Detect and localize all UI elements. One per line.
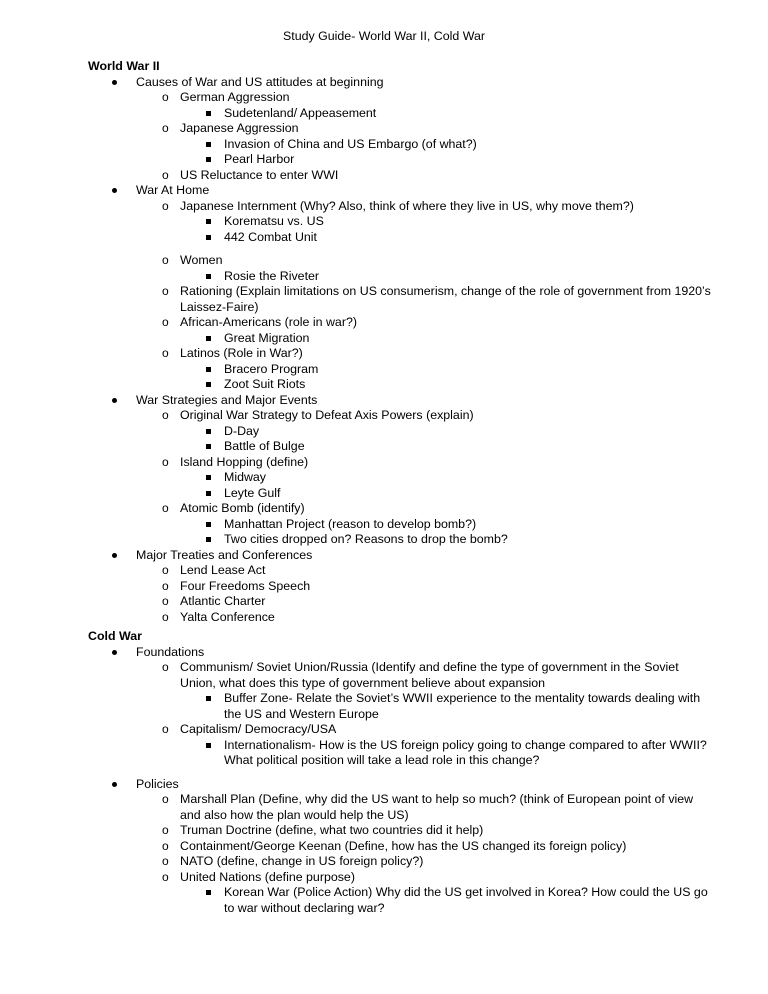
outline-item-level-3 — [88, 470, 728, 486]
bullet-circle-icon: o — [162, 167, 169, 182]
outline-item-text: Laissez-Faire) — [180, 299, 259, 314]
bullet-circle-icon: o — [162, 594, 169, 608]
outline-item-text: 442 Combat Unit — [224, 229, 317, 244]
outline-item-text: War Strategies and Major Events — [136, 392, 318, 407]
outline-item-text: Lend Lease Act — [180, 563, 266, 577]
outline-item-text: Marshall Plan (Define, why did the US want to help so much? (think of European point of view — [180, 792, 694, 806]
outline-item-text: Japanese Internment (Why? Also, think of where they live in US, why move them?) — [180, 198, 634, 213]
outline-item-level-3 — [88, 152, 728, 168]
bullet-dot-icon — [112, 393, 117, 408]
outline-item-level-1 — [88, 777, 728, 793]
bullet-circle-icon: o — [162, 792, 169, 806]
outline-item-text: to war without declaring war? — [224, 900, 385, 915]
outline-item-level-3 — [88, 106, 728, 122]
bullet-square-icon — [206, 214, 211, 229]
bullet-square-icon — [206, 106, 211, 121]
outline-item-level-2 — [88, 168, 728, 184]
bullet-square-icon — [206, 269, 211, 284]
outline-item-level-3 — [88, 517, 728, 533]
bullet-square-icon — [206, 439, 211, 454]
outline-item-level-2 — [88, 563, 728, 579]
outline-item-level-2 — [88, 854, 728, 870]
outline-item-text: Foundations — [136, 644, 205, 659]
outline-item-level-3 — [88, 269, 728, 285]
outline-item-level-2 — [88, 199, 728, 215]
bullet-square-icon — [206, 691, 211, 706]
outline-item-text: Atomic Bomb (identify) — [180, 501, 305, 515]
outline-item-level-1 — [88, 393, 728, 409]
outline-item-text: Invasion of China and US Embargo (of what?) — [224, 136, 477, 151]
outline-item-level-1 — [88, 183, 728, 199]
outline-item-level-3 — [88, 901, 728, 917]
outline-item-level-2 — [88, 408, 728, 424]
bullet-square-icon — [206, 885, 211, 900]
section-title-cold-war: Cold War — [88, 629, 142, 643]
bullet-circle-icon: o — [162, 838, 169, 853]
outline-item-level-3 — [88, 532, 728, 548]
outline-item-text: Sudetenland/ Appeasement — [224, 105, 377, 120]
outline-item-level-2 — [88, 870, 728, 886]
bullet-circle-icon: o — [162, 501, 169, 515]
bullet-circle-icon: o — [162, 198, 169, 213]
outline-item-text: Korematsu vs. US — [224, 214, 324, 228]
outline-item-level-2 — [88, 501, 728, 517]
outline-item-level-2 — [88, 839, 728, 855]
spacer — [88, 245, 728, 253]
outline-item-level-3 — [88, 331, 728, 347]
outline-item-level-3 — [88, 885, 728, 901]
outline-item-text: Containment/George Keenan (Define, how has the US changed its foreign policy) — [180, 838, 627, 853]
bullet-dot-icon — [112, 548, 117, 563]
bullet-square-icon — [206, 362, 211, 377]
outline-item-text: Manhattan Project (reason to develop bomb?) — [224, 516, 477, 531]
bullet-square-icon — [206, 331, 211, 346]
bullet-square-icon — [206, 738, 211, 753]
bullet-circle-icon: o — [162, 854, 169, 868]
outline-item-text: What political position will take a lead role in this change? — [224, 753, 540, 767]
outline-item-text: Causes of War and US attitudes at beginning — [136, 74, 384, 89]
bullet-square-icon — [206, 517, 211, 532]
section-cold-war — [88, 629, 728, 916]
outline-item-level-2 — [88, 676, 728, 692]
outline-item-level-3 — [88, 691, 728, 707]
bullet-circle-icon: o — [162, 578, 169, 593]
outline-item-level-2 — [88, 315, 728, 331]
outline-item-text: Union, what does this type of government believe about expansion — [180, 675, 546, 690]
outline-item-text: Leyte Gulf — [224, 485, 281, 500]
bullet-square-icon — [206, 424, 211, 439]
bullet-square-icon — [206, 486, 211, 501]
page-header: Study Guide- World War II, Cold War — [283, 29, 485, 43]
spacer — [88, 769, 728, 777]
outline-item-text: Communism/ Soviet Union/Russia (Identify and define the type of government in the Soviet — [180, 660, 679, 674]
section-world-war-ii — [88, 59, 728, 625]
outline-item-text: Bracero Program — [224, 361, 319, 376]
outline-item-level-3 — [88, 214, 728, 230]
bullet-circle-icon: o — [162, 284, 169, 298]
bullet-square-icon — [206, 532, 211, 547]
outline-item-text: Battle of Bulge — [224, 439, 305, 453]
outline-item-level-2 — [88, 792, 728, 808]
outline-item-text: and also how the plan would help the US) — [180, 807, 409, 822]
outline-item-level-3 — [88, 362, 728, 378]
bullet-circle-icon: o — [162, 346, 169, 360]
outline-item-level-3 — [88, 738, 728, 754]
outline-item-text: African-Americans (role in war?) — [180, 315, 357, 329]
bullet-dot-icon — [112, 777, 117, 792]
outline-item-text: Internationalism- How is the US foreign policy going to change compared to after WWII? — [224, 737, 707, 752]
outline-item-level-2 — [88, 808, 728, 824]
bullet-circle-icon: o — [162, 609, 169, 624]
outline-item-level-1 — [88, 645, 728, 661]
bullet-square-icon — [206, 470, 211, 485]
outline-item-text: NATO (define, change in US foreign policy?) — [180, 854, 424, 868]
outline-item-text: Yalta Conference — [180, 609, 275, 624]
bullet-circle-icon: o — [162, 563, 169, 577]
outline-item-text: Island Hopping (define) — [180, 454, 309, 469]
outline-item-text: the US and Western Europe — [224, 706, 379, 721]
outline-list-world-war-ii — [88, 75, 728, 626]
outline-item-text: Capitalism/ Democracy/USA — [180, 722, 337, 736]
outline-item-text: Original War Strategy to Defeat Axis Powers (explain) — [180, 408, 474, 422]
outline-item-level-1 — [88, 548, 728, 564]
bullet-square-icon — [206, 137, 211, 152]
outline-item-level-2 — [88, 823, 728, 839]
outline-item-text: Zoot Suit Riots — [224, 377, 306, 391]
outline-item-level-3 — [88, 439, 728, 455]
outline-item-text: Two cities dropped on? Reasons to drop the bomb? — [224, 532, 508, 546]
outline-item-text: Midway — [224, 470, 266, 484]
outline-item-text: US Reluctance to enter WWI — [180, 167, 339, 182]
outline-item-level-2 — [88, 579, 728, 595]
outline-item-text: Buffer Zone- Relate the Soviet’s WWII experience to the mentality towards dealing with — [224, 691, 701, 705]
outline-item-level-2 — [88, 660, 728, 676]
outline-item-text: Rosie the Riveter — [224, 268, 320, 283]
bullet-square-icon — [206, 377, 211, 392]
outline-item-text: Japanese Aggression — [180, 121, 299, 135]
outline-item-level-3 — [88, 137, 728, 153]
bullet-circle-icon: o — [162, 869, 169, 884]
outline-item-text: United Nations (define purpose) — [180, 869, 355, 884]
outline-item-level-3 — [88, 753, 728, 769]
outline-item-text: D-Day — [224, 423, 260, 438]
bullet-square-icon — [206, 152, 211, 167]
outline-item-text: Women — [180, 253, 223, 267]
outline-item-text: Truman Doctrine (define, what two countries did it help) — [180, 823, 484, 837]
bullet-circle-icon: o — [162, 454, 169, 469]
outline-item-text: Policies — [136, 776, 179, 791]
outline-item-level-2 — [88, 610, 728, 626]
outline-item-level-3 — [88, 377, 728, 393]
bullet-circle-icon: o — [162, 90, 169, 104]
outline-item-text: Rationing (Explain limitations on US consumerism, change of the role of government from 1920’s — [180, 284, 711, 298]
outline-item-level-2 — [88, 121, 728, 137]
bullet-square-icon — [206, 230, 211, 245]
outline-item-level-1 — [88, 75, 728, 91]
bullet-circle-icon: o — [162, 823, 169, 837]
outline-item-level-3 — [88, 707, 728, 723]
bullet-circle-icon: o — [162, 253, 169, 267]
outline-item-text: Pearl Harbor — [224, 152, 295, 166]
outline-item-level-3 — [88, 486, 728, 502]
outline-item-level-2 — [88, 253, 728, 269]
outline-item-text: War At Home — [136, 183, 210, 197]
outline-item-level-2 — [88, 722, 728, 738]
outline-item-level-2 — [88, 284, 728, 300]
outline-item-level-3 — [88, 424, 728, 440]
outline-item-text: Major Treaties and Conferences — [136, 547, 313, 562]
outline-item-level-2 — [88, 455, 728, 471]
outline-item-text: German Aggression — [180, 90, 290, 104]
bullet-circle-icon: o — [162, 121, 169, 135]
outline-item-level-2 — [88, 90, 728, 106]
outline-item-level-2 — [88, 300, 728, 316]
bullet-circle-icon: o — [162, 408, 169, 422]
bullet-circle-icon: o — [162, 315, 169, 329]
outline-list-cold-war — [88, 645, 728, 917]
outline-item-text: Latinos (Role in War?) — [180, 346, 303, 360]
bullet-circle-icon: o — [162, 660, 169, 674]
outline-item-text: Four Freedoms Speech — [180, 578, 311, 593]
bullet-circle-icon: o — [162, 722, 169, 736]
outline-item-level-2 — [88, 594, 728, 610]
outline-item-level-2 — [88, 346, 728, 362]
outline-item-level-3 — [88, 230, 728, 246]
bullet-dot-icon — [112, 645, 117, 660]
section-title-world-war-ii: World War II — [88, 59, 160, 73]
outline-item-text: Great Migration — [224, 330, 310, 345]
bullet-dot-icon — [112, 75, 117, 90]
outline-item-text: Atlantic Charter — [180, 594, 266, 608]
bullet-dot-icon — [112, 183, 117, 198]
outline-item-text: Korean War (Police Action) Why did the US get involved in Korea? How could the US go — [224, 885, 708, 899]
